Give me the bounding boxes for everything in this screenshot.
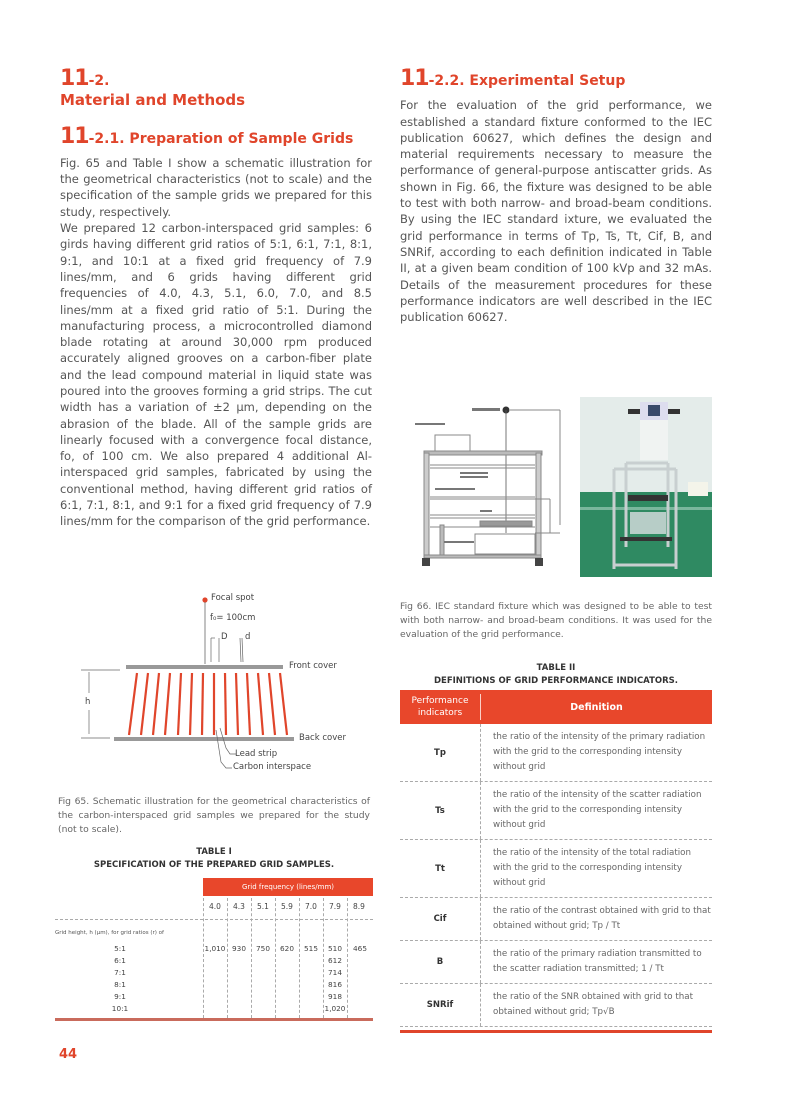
figure-66-caption: Fig 66. IEC standard fixture which was designed to be able to test with both narrow- and broad-beam conditions. It was used for the evaluation of the grid performance. — [400, 601, 712, 640]
table-row — [400, 941, 712, 984]
left-column — [60, 66, 372, 530]
table-cell: 465 — [353, 944, 367, 953]
fixture-photograph — [580, 397, 712, 577]
focal-spot-dot — [202, 597, 207, 602]
indicator-definition: the ratio of the intensity of the scatter radiation with the grid to the corresponding intensity without grid — [493, 790, 702, 830]
table-cell: 816 — [328, 980, 342, 989]
focal-distance-label: f₀= 100cm — [210, 613, 256, 623]
column-header: 7.0 — [305, 902, 317, 911]
column-header: 7.9 — [329, 902, 341, 911]
back-cover-label: Back cover — [299, 733, 346, 743]
table-2-title: TABLE II — [536, 663, 576, 673]
row-ratio-label: 10:1 — [111, 1004, 129, 1013]
table-row — [400, 840, 712, 898]
table-cell: 918 — [328, 992, 342, 1001]
lead-strips — [129, 673, 287, 735]
table-row — [400, 984, 712, 1027]
row-ratio-label: 5:1 — [114, 944, 126, 953]
table-1-subtitle: SPECIFICATION OF THE PREPARED GRID SAMPLES. — [93, 860, 335, 870]
figure-65-caption: Fig 65. Schematic illustration for the geometrical characteristics of the carbon-interspaced grid samples we prepared for the study (not to scale). — [58, 796, 370, 835]
row-ratio-label: 8:1 — [114, 980, 126, 989]
paragraph-intro: Fig. 65 and Table I show a schematic illustration for the geometrical characteristics (not to scale) and the specification of the sample grids we prepared for this study, respectively. — [60, 155, 372, 219]
column-header: 4.0 — [209, 902, 221, 911]
indicator-name: Tp — [400, 724, 481, 781]
column-divider — [299, 898, 300, 1018]
table-row — [400, 898, 712, 941]
table-2-title-block — [400, 662, 712, 688]
indicator-name: Ts — [400, 782, 481, 839]
subsection-heading-1 — [60, 124, 372, 149]
figure-66-iec-fixture — [400, 395, 712, 585]
table-cell: 930 — [232, 944, 246, 953]
table-row — [400, 782, 712, 840]
focal-spot-label: Focal spot — [211, 593, 255, 603]
table-1-title-block — [55, 846, 373, 872]
column-divider — [251, 898, 252, 1018]
page-number: 44 — [59, 1047, 78, 1062]
table-1-bottom-rule — [55, 1018, 373, 1021]
table-cell: 620 — [280, 944, 294, 953]
table-row — [400, 724, 712, 782]
d-upper-label: D — [221, 632, 228, 642]
row-ratio-label: 9:1 — [114, 992, 126, 1001]
column-divider — [275, 898, 276, 1018]
section-heading — [60, 66, 372, 110]
indicator-definition: the ratio of the SNR obtained with grid to that obtained without grid; Tp√B — [493, 992, 693, 1017]
paragraph-experimental-setup: For the evaluation of the grid performance, we established a standard fixture conformed to the IEC publication 60627, which defines the design and material requirements necessary to measure the performance of general-purpose antiscatter grids. As shown in Fig. 66, the fixture was designed to be able to test with both narrow- and broad-beam conditions. By using the IEC standard ixture, we evaluated the grid performance in terms of Tp, Ts, Tt, Cif, B, and SNRif, according to each definition indicated in Table II, at a given beam condition of 100 kVp and 32 mAs. Details of the measurement procedures for these performance indicators are well described in the IEC publication 60627. — [400, 98, 712, 325]
height-label: h — [85, 697, 91, 707]
table-cell: 714 — [328, 968, 342, 977]
indicator-definition: the ratio of the primary radiation transmitted to the scatter radiation transmitted; 1 / Tt — [493, 949, 702, 974]
table-2-subtitle: DEFINITIONS OF GRID PERFORMANCE INDICATORS. — [433, 676, 679, 686]
table-1-group-header: Grid frequency (lines/mm) — [203, 878, 373, 896]
indicator-name: B — [400, 941, 481, 983]
table-1-row-header: Grid height, h (μm), for grid ratios (r) of — [55, 930, 164, 936]
table-cell: 515 — [304, 944, 318, 953]
section-sub-number: -2. — [88, 73, 110, 89]
column-divider — [203, 898, 204, 1018]
fixture-photo-illustration — [580, 397, 712, 577]
column-header: 8.9 — [353, 902, 365, 911]
paragraph-samples: We prepared 12 carbon-interspaced grid samples: 6 girds having different grid ratios of 5:1, 6:1, 7:1, 8:1, 9:1, and 10:1 at a fixed grid frequency of 7.9 lines/mm, and 6 grids having different grid frequencies of 4.0, 4.3, 5.1, 6.0, 7.0, and 8.5 lines/mm at a fixed grid ratio of 5:1. During the manufacturing process, a microcontrolled diamond blade rotating at around 30,000 rpm produced accurately aligned grooves on a carbon-fiber plate and the lead compound material in liquid state was poured into the grooves forming a grid strips. The cut width has a variation of ±2 μm, depending on the abrasion of the blade. All of the sample grids are linearly focused with a convergence focal distance, fo, of 100 cm. We also prepared 4 additional Al-interspaced grid samples, fabricated by using the conventional method, having different grid ratios of 6:1, 7:1, 8:1, and 9:1 for a fixed grid frequency of 7.9 lines/mm for the comparison of the grid performance. — [60, 221, 372, 529]
subsection-number: 11 — [400, 66, 429, 91]
subsection-heading-2 — [400, 66, 712, 91]
header-performance-indicators: Performance indicators — [400, 694, 481, 720]
table-2-bottom-rule — [400, 1030, 712, 1033]
fixture-technical-drawing — [400, 395, 578, 580]
table-2-header — [400, 690, 712, 724]
indicator-definition: the ratio of the intensity of the total radiation with the grid to the corresponding intensity without grid — [493, 848, 691, 888]
indicator-definition: the ratio of the intensity of the primary radiation with the grid to the corresponding intensity without grid — [493, 732, 706, 772]
carbon-interspace-label: Carbon interspace — [233, 762, 312, 772]
table-cell: 510 — [328, 944, 342, 953]
table-2-performance-indicators — [400, 690, 712, 1033]
lead-strip-label: Lead strip — [235, 749, 278, 759]
row-ratio-label: 6:1 — [114, 956, 126, 965]
indicator-name: SNRif — [400, 984, 481, 1026]
figure-65-grid-schematic — [80, 590, 370, 780]
header-definition: Definition — [570, 701, 623, 713]
column-header: 5.9 — [281, 902, 293, 911]
section-title: Material and Methods — [60, 91, 246, 110]
d-lower-label: d — [245, 632, 251, 642]
column-divider — [227, 898, 228, 1018]
subsection-title: -2.1. Preparation of Sample Grids — [88, 130, 354, 147]
right-column — [400, 66, 712, 325]
indicator-name: Cif — [400, 898, 481, 940]
indicator-name: Tt — [400, 840, 481, 897]
table-cell: 612 — [328, 956, 342, 965]
subsection-number: 11 — [60, 123, 89, 149]
indicator-definition: the ratio of the contrast obtained with grid to that obtained without grid; Tp / Tt — [493, 906, 711, 931]
front-cover-label: Front cover — [289, 661, 337, 671]
subsection-title: -2.2. Experimental Setup — [428, 73, 626, 89]
table-cell: 1,010 — [204, 944, 226, 953]
table-1-title: TABLE I — [196, 847, 232, 857]
table-cell: 750 — [256, 944, 270, 953]
table-cell: 1,020 — [324, 1004, 346, 1013]
section-number: 11 — [60, 66, 89, 91]
column-header: 5.1 — [257, 902, 269, 911]
column-header: 4.3 — [233, 902, 245, 911]
row-ratio-label: 7:1 — [114, 968, 126, 977]
table-1-header-divider — [55, 919, 373, 920]
